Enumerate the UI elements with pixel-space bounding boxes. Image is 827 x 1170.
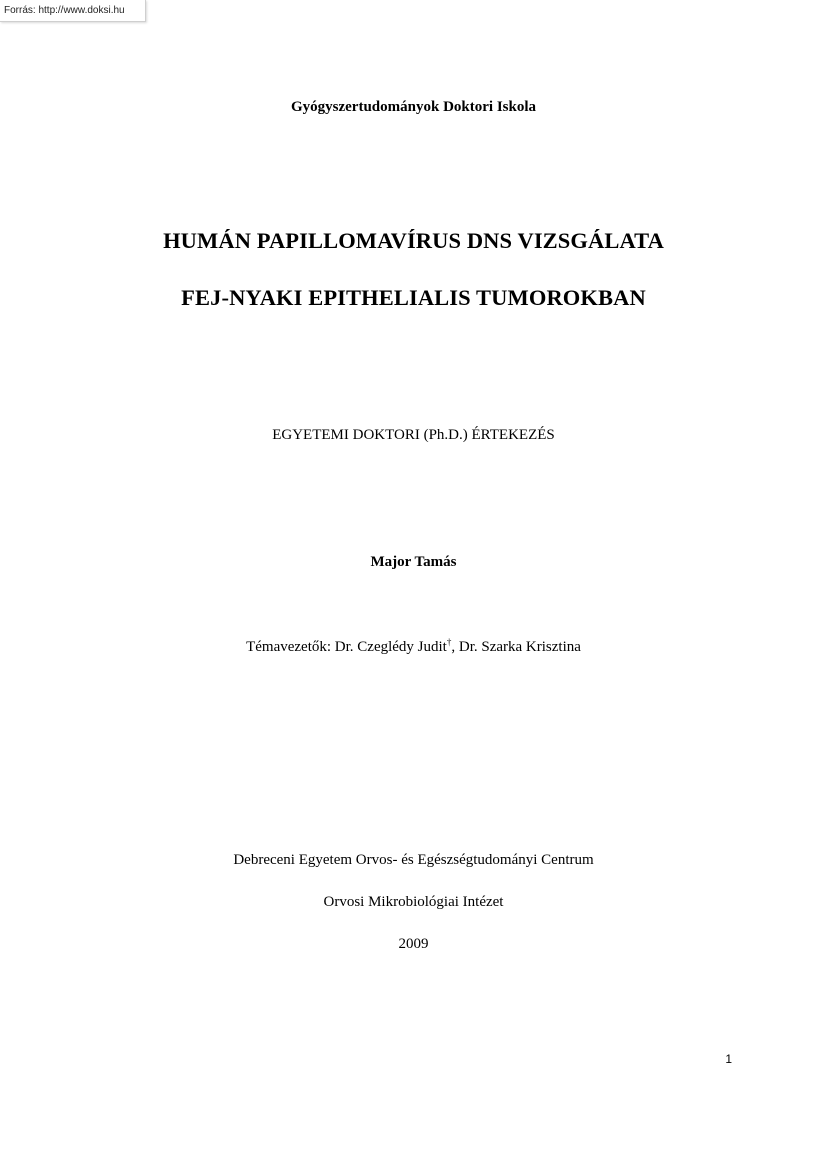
institution-line-1: Debreceni Egyetem Orvos- és Egészségtudományi Centrum	[233, 852, 594, 868]
supervisors-suffix: , Dr. Szarka Krisztina	[451, 639, 581, 655]
publication-year: 2009	[398, 936, 429, 952]
doctoral-school-heading: Gyógyszertudományok Doktori Iskola	[290, 99, 537, 115]
source-banner: Forrás: http://www.doksi.hu	[0, 0, 146, 22]
thesis-title-line-2: FEJ-NYAKI EPITHELIALIS TUMOROKBAN	[181, 285, 646, 310]
supervisors-line	[0, 639, 827, 656]
page-number: 1	[725, 1052, 732, 1066]
dagger-mark: †	[446, 637, 452, 647]
supervisors-prefix: Témavezetők: Dr. Czeglédy Judit	[246, 639, 447, 655]
author-name: Major Tamás	[370, 554, 457, 570]
institution-line-2: Orvosi Mikrobiológiai Intézet	[323, 894, 504, 910]
thesis-title-line-1: HUMÁN PAPILLOMAVÍRUS DNS VIZSGÁLATA	[163, 228, 664, 253]
degree-type: EGYETEMI DOKTORI (Ph.D.) ÉRTEKEZÉS	[272, 427, 555, 443]
